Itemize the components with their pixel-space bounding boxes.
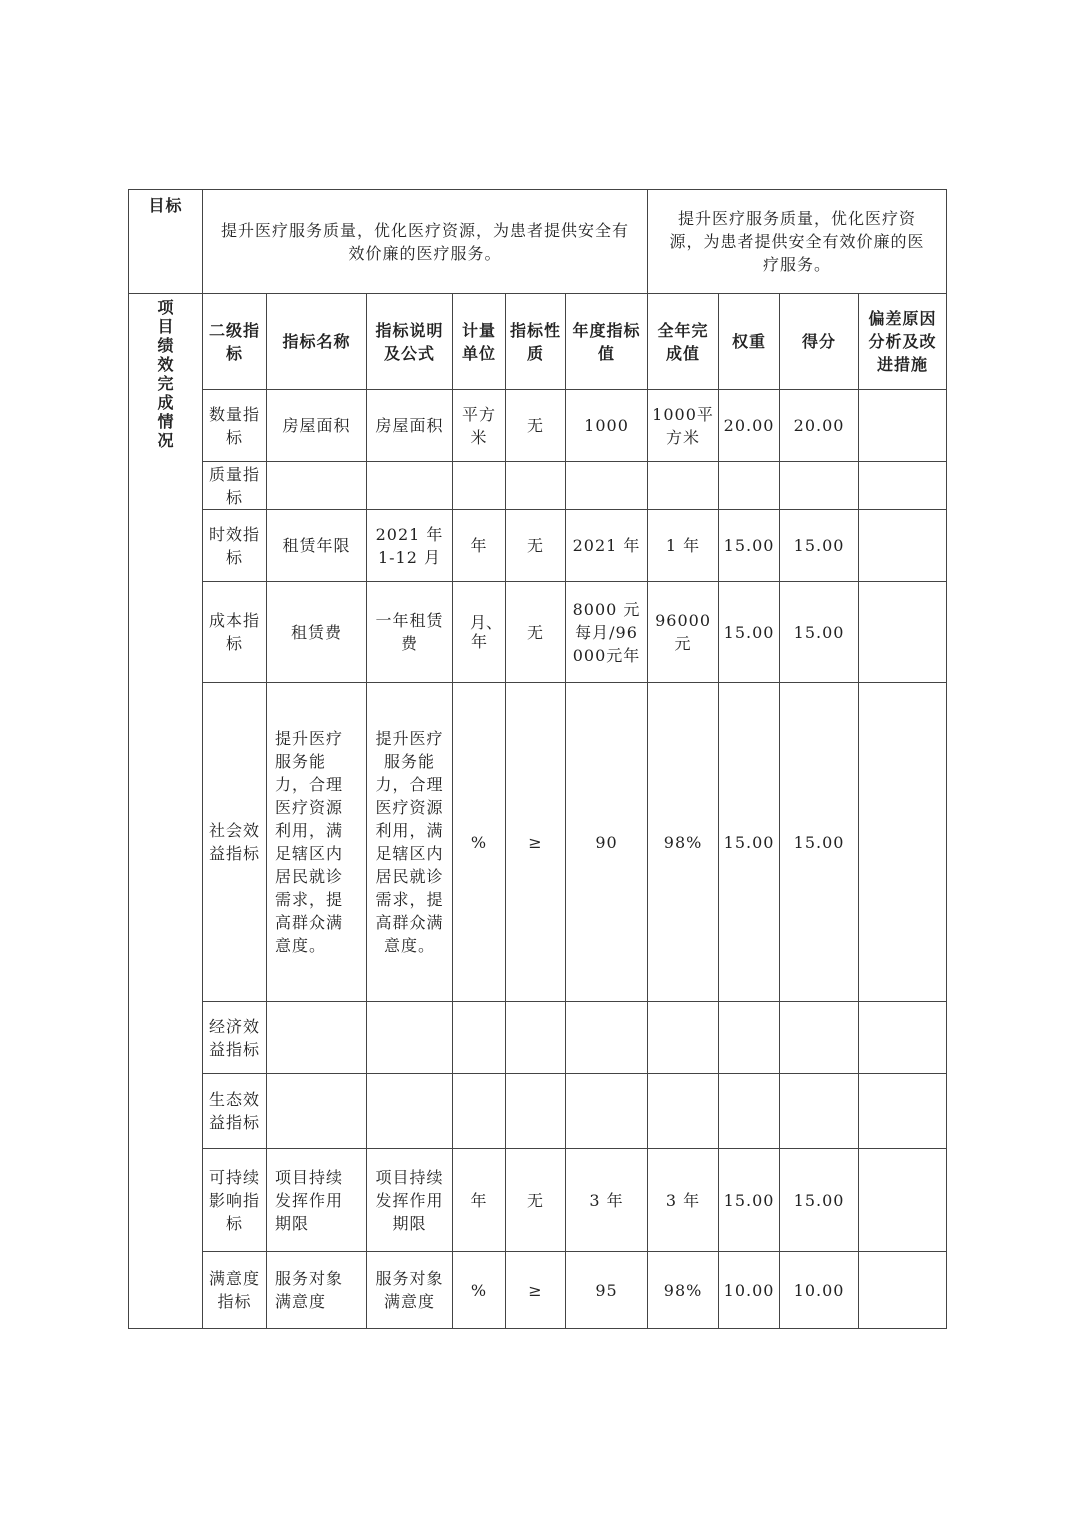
row-target: 2021 年 xyxy=(566,510,648,582)
row-target xyxy=(566,462,648,510)
row-weight: 15.00 xyxy=(719,582,780,683)
row-score: 15.00 xyxy=(780,683,859,1002)
row-desc: 服务对象满意度 xyxy=(367,1252,453,1329)
row-level2: 可持续影响指标 xyxy=(203,1149,267,1252)
header-target: 年度指标值 xyxy=(566,294,648,390)
row-weight: 15.00 xyxy=(719,1149,780,1252)
row-nature xyxy=(506,462,566,510)
row-actual xyxy=(648,462,719,510)
row-weight: 20.00 xyxy=(719,390,780,462)
row-nature xyxy=(506,1002,566,1074)
goal-row xyxy=(129,190,947,294)
row-unit: 年 xyxy=(453,1149,506,1252)
header-unit: 计量单位 xyxy=(453,294,506,390)
row-target: 1000 xyxy=(566,390,648,462)
header-weight: 权重 xyxy=(719,294,780,390)
row-desc xyxy=(367,1074,453,1149)
row-deviation xyxy=(859,1149,947,1252)
row-weight xyxy=(719,1074,780,1149)
row-weight xyxy=(719,462,780,510)
row-unit: 年 xyxy=(453,510,506,582)
row-name: 提升医疗服务能力，合理医疗资源利用，满足辖区内居民就诊需求，提高群众满意度。 xyxy=(267,683,367,1002)
row-deviation xyxy=(859,1074,947,1149)
row-nature: 无 xyxy=(506,390,566,462)
row-level2: 社会效益指标 xyxy=(203,683,267,1002)
table-row xyxy=(129,510,947,582)
row-weight: 15.00 xyxy=(719,510,780,582)
section-label: 项目绩效完成情况 xyxy=(157,298,174,450)
row-name: 房屋面积 xyxy=(267,390,367,462)
row-deviation xyxy=(859,390,947,462)
row-desc xyxy=(367,462,453,510)
header-name: 指标名称 xyxy=(267,294,367,390)
row-unit: 平方米 xyxy=(453,390,506,462)
row-unit xyxy=(453,582,506,683)
row-weight: 10.00 xyxy=(719,1252,780,1329)
table-row xyxy=(129,1149,947,1252)
row-nature: 无 xyxy=(506,582,566,683)
table-row xyxy=(129,1074,947,1149)
goal-label: 目标 xyxy=(129,190,203,294)
row-name: 租赁费 xyxy=(267,582,367,683)
row-target: 95 xyxy=(566,1252,648,1329)
row-nature xyxy=(506,1074,566,1149)
section-label-cell xyxy=(129,294,203,1329)
row-actual: 3 年 xyxy=(648,1149,719,1252)
row-deviation xyxy=(859,1252,947,1329)
row-deviation xyxy=(859,462,947,510)
row-level2: 满意度指标 xyxy=(203,1252,267,1329)
row-score: 15.00 xyxy=(780,582,859,683)
row-name: 服务对象满意度 xyxy=(267,1252,367,1329)
row-deviation xyxy=(859,683,947,1002)
table-row xyxy=(129,1002,947,1074)
row-actual xyxy=(648,1074,719,1149)
row-unit: % xyxy=(453,1252,506,1329)
row-name xyxy=(267,1002,367,1074)
header-row xyxy=(129,294,947,390)
row-deviation xyxy=(859,510,947,582)
row-nature: 无 xyxy=(506,510,566,582)
row-actual: 96000元 xyxy=(648,582,719,683)
row-level2: 数量指标 xyxy=(203,390,267,462)
goal-actual-text: 提升医疗服务质量，优化医疗资源，为患者提供安全有效价廉的医疗服务。 xyxy=(648,190,947,294)
row-target xyxy=(566,1074,648,1149)
row-deviation xyxy=(859,1002,947,1074)
row-score: 10.00 xyxy=(780,1252,859,1329)
row-actual: 1000平方米 xyxy=(648,390,719,462)
row-name: 项目持续发挥作用期限 xyxy=(267,1149,367,1252)
goal-target-text: 提升医疗服务质量，优化医疗资源，为患者提供安全有效价廉的医疗服务。 xyxy=(203,190,648,294)
row-level2: 质量指标 xyxy=(203,462,267,510)
table-row xyxy=(129,582,947,683)
row-actual: 98% xyxy=(648,1252,719,1329)
row-name xyxy=(267,1074,367,1149)
header-nature: 指标性质 xyxy=(506,294,566,390)
row-target: 8000 元每月/96000元年 xyxy=(566,582,648,683)
performance-table xyxy=(128,189,947,1329)
table-row xyxy=(129,1252,947,1329)
header-score: 得分 xyxy=(780,294,859,390)
row-score: 15.00 xyxy=(780,1149,859,1252)
row-level2: 时效指标 xyxy=(203,510,267,582)
header-level2: 二级指标 xyxy=(203,294,267,390)
row-score xyxy=(780,1002,859,1074)
row-actual: 1 年 xyxy=(648,510,719,582)
table-row xyxy=(129,390,947,462)
row-score xyxy=(780,462,859,510)
row-actual: 98% xyxy=(648,683,719,1002)
row-desc xyxy=(367,1002,453,1074)
table-row xyxy=(129,462,947,510)
row-level2: 经济效益指标 xyxy=(203,1002,267,1074)
row-unit-text: 月、年 xyxy=(470,613,503,651)
row-score xyxy=(780,1074,859,1149)
row-unit xyxy=(453,462,506,510)
row-desc: 房屋面积 xyxy=(367,390,453,462)
row-target xyxy=(566,1002,648,1074)
row-level2: 成本指标 xyxy=(203,582,267,683)
row-name: 租赁年限 xyxy=(267,510,367,582)
row-target: 3 年 xyxy=(566,1149,648,1252)
row-desc: 2021 年 1-12 月 xyxy=(367,510,453,582)
row-weight: 15.00 xyxy=(719,683,780,1002)
row-desc: 项目持续发挥作用期限 xyxy=(367,1149,453,1252)
row-weight xyxy=(719,1002,780,1074)
header-deviation: 偏差原因分析及改进措施 xyxy=(859,294,947,390)
row-unit xyxy=(453,1074,506,1149)
row-nature: 无 xyxy=(506,1149,566,1252)
row-actual xyxy=(648,1002,719,1074)
row-nature: ≥ xyxy=(506,1252,566,1329)
row-score: 20.00 xyxy=(780,390,859,462)
header-actual: 全年完成值 xyxy=(648,294,719,390)
row-unit xyxy=(453,1002,506,1074)
row-desc: 提升医疗服务能力，合理医疗资源利用，满足辖区内居民就诊需求，提高群众满意度。 xyxy=(367,683,453,1002)
row-desc: 一年租赁费 xyxy=(367,582,453,683)
row-nature: ≥ xyxy=(506,683,566,1002)
row-score: 15.00 xyxy=(780,510,859,582)
header-desc: 指标说明及公式 xyxy=(367,294,453,390)
row-unit: % xyxy=(453,683,506,1002)
row-deviation xyxy=(859,582,947,683)
table-row xyxy=(129,683,947,1002)
row-target: 90 xyxy=(566,683,648,1002)
row-name xyxy=(267,462,367,510)
row-level2: 生态效益指标 xyxy=(203,1074,267,1149)
